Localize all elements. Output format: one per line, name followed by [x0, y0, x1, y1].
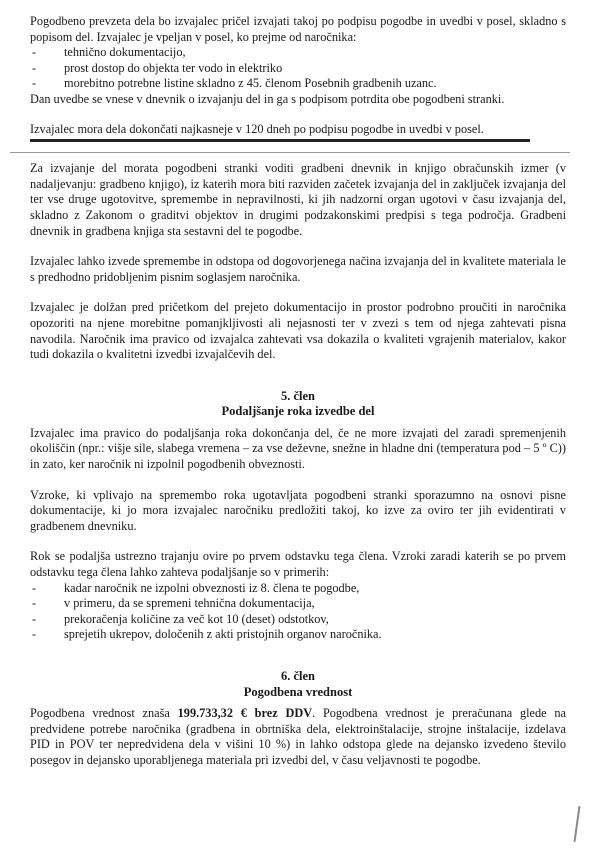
article-5-paragraph-3: Rok se podaljša ustrezno trajanju ovire po prvem odstavku tega člena. Vzroki zaradi katerih se po prvem odstavku tega člena lahko zahteva podaljšanje so v primerih:: [30, 549, 566, 580]
divider: [10, 152, 570, 153]
article-5-title: Podaljšanje roka izvedbe del: [221, 404, 375, 419]
article-5-paragraph-2: Vzroke, ki vplivajo na spremembo roka ugotavljata pogodbeni stranki sporazumno na osnovi pisne dokumentacije, ki jo mora izvajalec naročniku predložiti takoj, ko izve za oviro ter jih evidentirati v gradbenem dnevniku.: [30, 487, 566, 533]
paragraph-start-of-work: Pogodbeno prevzeta dela bo izvajalec pričel izvajati takoj po podpisu pogodbe in uvedbi v posel, skladno s popisom del. Izvajalec je vpeljan v posel, ko prejme od naročnika:: [30, 14, 566, 44]
contract-value-lead: Pogodbena vrednost znaša: [30, 706, 178, 721]
contract-value-rest: . Pogodbena vrednost je preračunana glede na predvidene potrebe naročnika (gradbena in obrtniška dela, elektroinštalacije, strojne inštalacije, izdelava PID in POV ter nepredvidena dela v višini 10 %) in lahko odstopa glede na dejansko izvedeno število posegov in dejansko uporabljenega materiala pri izvedbi del, v času veljavnosti te pogodbe.: [30, 706, 567, 767]
article-5-number: 5. člen: [280, 388, 316, 403]
article-6-title: Pogodbena vrednost: [243, 684, 353, 699]
pen-mark: [574, 806, 581, 842]
article-6-paragraph: [30, 706, 566, 768]
extension-reasons-list: [30, 581, 566, 643]
paragraph-construction-log: Za izvajanje del morata pogodbeni stranki voditi gradbeni dnevnik in knjigo obračunskih izmer (v nadaljevanju: gradbeno knjigo), iz katerih mora biti razviden začetek izvajanja del in zaključek izvajanja del ter vse druge ugotovitve, spremembe in nepravilnosti, ki jih nadzorni organ ugotovi v času izvajanja del, skladno z Zakonom o graditvi objektov in drugimi podzakonskimi predpisi s tega področja. Gradbeni dnevnik in gradbena knjiga sta sestavni del te pogodbe.: [30, 161, 566, 238]
list-item: - prekoračenja količine za več kot 10 (deset) odstotkov,: [30, 612, 566, 628]
paragraph-changes: Izvajalec lahko izvede spremembe in odstopa od dogovorjenega načina izvajanja del in kvalitete materiala le s predhodno pridobljenim pisnim soglasjem naročnika.: [30, 254, 566, 284]
list-item: - kadar naročnik ne izpolni obveznosti iz 8. člena te pogodbe,: [30, 581, 566, 597]
list-item: - tehnično dokumentacijo,: [30, 45, 566, 61]
document-page: [30, 14, 566, 769]
list-item: - sprejetih ukrepov, določenih z akti pristojnih organov naročnika.: [30, 627, 566, 643]
paragraph-handover-date: Dan uvedbe se vnese v dnevnik o izvajanju del in ga s podpisom potrdita obe pogodbeni stranki.: [30, 91, 505, 106]
list-item: - morebitno potrebne listine skladno z 45. členom Posebnih gradbenih uzanc.: [30, 76, 566, 92]
article-5-paragraph-1: Izvajalec ima pravico do podaljšanja roka dokončanja del, če ne more izvajati del zaradi spremenjenih okoliščin (npr.: višje sile, slabega vremena – za vse deževne, snežne in hladne dni (temperatura pod – 5 º C)) in zato, ker naročnik ni izpolnil pogodbenih obveznosti.: [30, 425, 566, 472]
article-6-number: 6. člen: [280, 669, 316, 683]
paragraph-documentation-review: Izvajalec je dolžan pred pričetkom del prejeto dokumentacijo in prostor podrobno proučiti in naročnika opozoriti na njene morebitne pomanjkljivosti ali nejasnosti ter v zvezi s tem od njega zahtevati pisna navodila. Naročnik ima pravico od izvajalca zahtevati vsa dokazila o kvaliteti vgrajenih materialov, kakor tudi dokazila o kvalitetni izvedbi izvajalčevih del.: [30, 300, 566, 362]
contract-value-amount: 199.733,32 € brez DDV: [177, 706, 313, 721]
list-item: - prost dostop do objekta ter vodo in elektriko: [30, 61, 566, 77]
handover-list: [30, 45, 566, 92]
list-item: - v primeru, da se spremeni tehnična dokumentacija,: [30, 596, 566, 612]
deadline-sentence: Izvajalec mora dela dokončati najkasneje v 120 dneh po podpisu pogodbe in uvedbi v posel.: [30, 122, 530, 143]
